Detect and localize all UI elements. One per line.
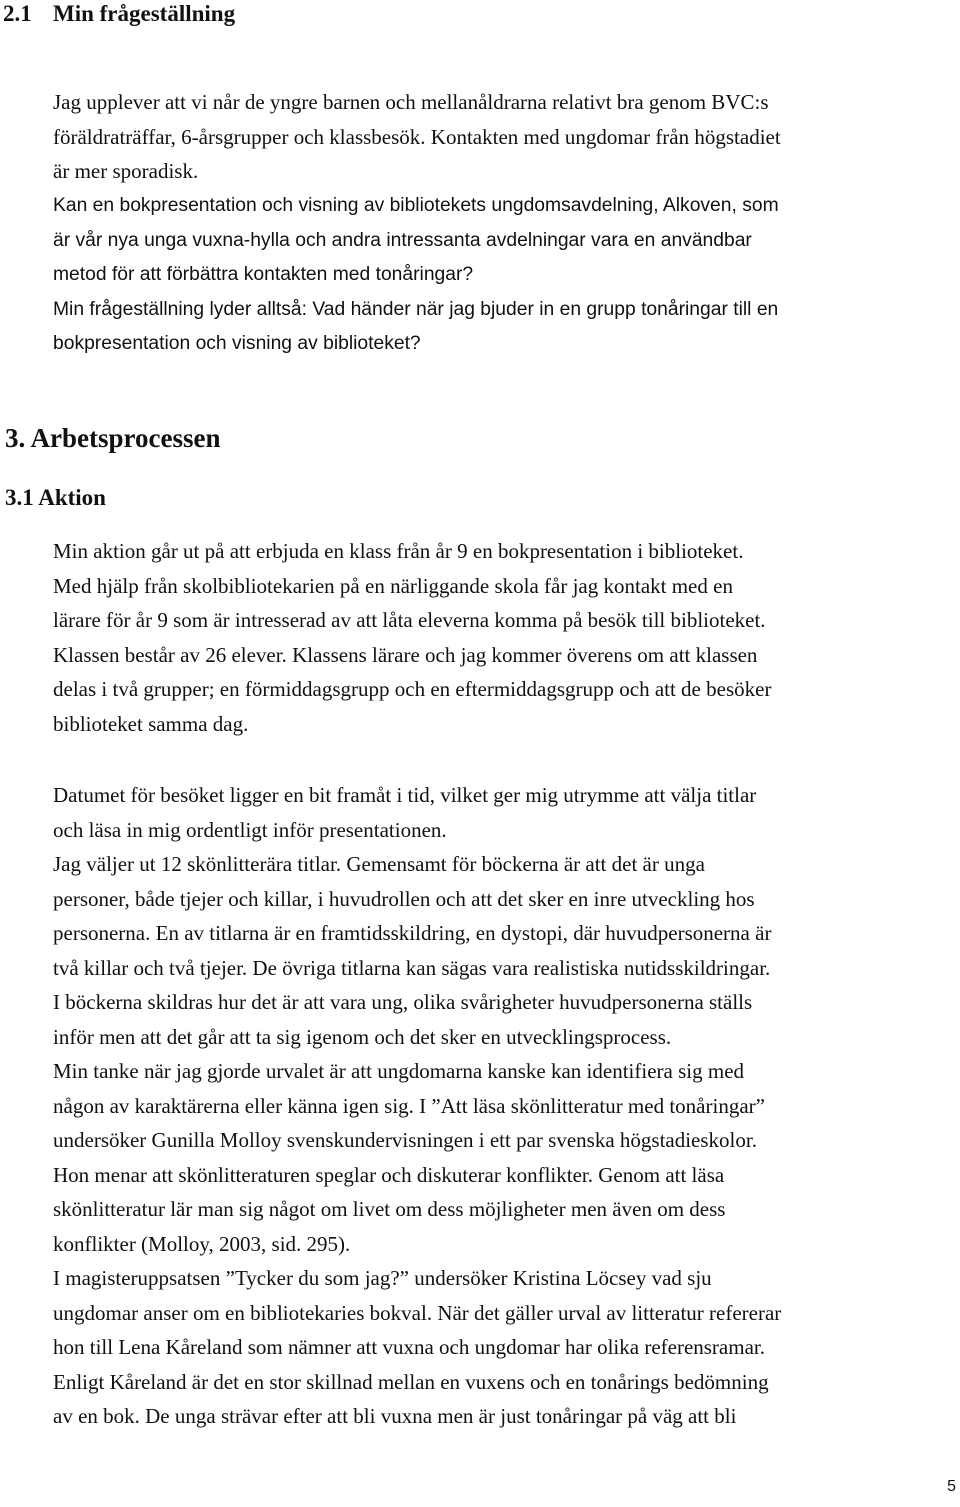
text-line: två killar och två tjejer. De övriga titlarna kan sägas vara realistiska nutidsskildringar. xyxy=(53,955,771,980)
text-line: biblioteket samma dag. xyxy=(53,711,249,736)
text-line: Jag upplever att vi når de yngre barnen och mellanåldrarna relativt bra genom BVC:s xyxy=(53,90,769,114)
section-title: Min frågeställning xyxy=(53,1,236,26)
text-line: skönlitteratur lär man sig något om livet om dess möjligheter men även om dess xyxy=(53,1197,726,1221)
text-line: personer, både tjejer och killar, i huvudrollen och att det sker en inre utveckling hos xyxy=(53,886,755,911)
text-line: är vår nya unga vuxna-hylla och andra intressanta avdelningar vara en användbar xyxy=(53,229,752,251)
text-line: Med hjälp från skolbibliotekarien på en närliggande skola får jag kontakt med en xyxy=(53,573,733,598)
text-line: Hon menar att skönlitteraturen speglar och diskuterar konflikter. Genom att läsa xyxy=(53,1162,725,1187)
text-line: I magisteruppsatsen ”Tycker du som jag?” undersöker Kristina Löcsey vad sju xyxy=(53,1266,712,1290)
text-line: Datumet för besöket ligger en bit framåt i tid, vilket ger mig utrymme att välja titlar xyxy=(53,783,757,807)
text-line: ungdomar anser om en bibliotekaries bokval. När det gäller urval av litteratur refererar xyxy=(53,1300,782,1325)
text-line: av en bok. De unga strävar efter att bli vuxna men är just tonåringar på väg att bli xyxy=(53,1404,737,1428)
paragraph-research-question xyxy=(53,189,960,362)
text-line: I böckerna skildras hur det är att vara ung, olika svårigheter huvudpersonerna ställs xyxy=(53,990,753,1014)
paragraph-outreach xyxy=(53,85,960,189)
text-line: inför men att det går att ta sig igenom och det sker en utvecklingsprocess. xyxy=(53,1024,672,1049)
text-line: någon av karaktärerna eller känna igen sig. I ”Att läsa skönlitteratur med tonåringar” xyxy=(53,1093,765,1118)
text-line: lärare för år 9 som är intresserad av att låta eleverna komma på besök till biblioteket. xyxy=(53,608,766,632)
text-line: och läsa in mig ordentligt inför presentationen. xyxy=(53,817,447,842)
text-line: Kan en bokpresentation och visning av bibliotekets ungdomsavdelning, Alkoven, som xyxy=(53,195,779,216)
text-line: personerna. En av titlarna är en framtidsskildring, en dystopi, där huvudpersonerna är xyxy=(53,921,772,945)
text-line: hon till Lena Kåreland som nämner att vuxna och ungdomar har olika referensramar. xyxy=(53,1335,765,1359)
text-line: undersöker Gunilla Molloy svenskundervisningen i ett par svenska högstadieskolor. xyxy=(53,1128,757,1152)
text-line: metod för att förbättra kontakten med tonåringar? xyxy=(53,264,474,285)
text-line: bokpresentation och visning av biblioteket? xyxy=(53,333,421,354)
paragraph-action xyxy=(53,534,960,741)
text-line: delas i två grupper; en förmiddagsgrupp och en eftermiddagsgrupp och att de besöker xyxy=(53,677,772,701)
page-number: 5 xyxy=(947,1478,956,1495)
section-heading-3: 3. Arbetsprocessen xyxy=(5,423,221,453)
text-line: Min frågeställning lyder alltså: Vad händer när jag bjuder in en grupp tonåringar till en xyxy=(53,298,779,320)
text-line: Min aktion går ut på att erbjuda en klass från år 9 en bokpresentation i biblioteket. xyxy=(53,539,744,563)
section-heading-2-1 xyxy=(3,0,235,28)
text-line: Enligt Kåreland är det en stor skillnad mellan en vuxens och en tonårings bedömning xyxy=(53,1369,769,1394)
text-line: föräldraträffar, 6-årsgrupper och klassbesök. Kontakten med ungdomar från högstadiet xyxy=(53,124,781,149)
section-heading-3-1: 3.1 Aktion xyxy=(5,485,106,510)
paragraph-book-selection xyxy=(53,778,960,1434)
text-line: Min tanke när jag gjorde urvalet är att ungdomarna kanske kan identifiera sig med xyxy=(53,1059,745,1083)
text-line: Jag väljer ut 12 skönlitterära titlar. Gemensamt för böckerna är att det är unga xyxy=(53,852,705,876)
section-number: 2.1 xyxy=(3,1,32,26)
text-line: Klassen består av 26 elever. Klassens lärare och jag kommer överens om att klassen xyxy=(53,642,758,667)
text-line: är mer sporadisk. xyxy=(53,159,199,183)
text-line: konflikter (Molloy, 2003, sid. 295). xyxy=(53,1231,351,1256)
